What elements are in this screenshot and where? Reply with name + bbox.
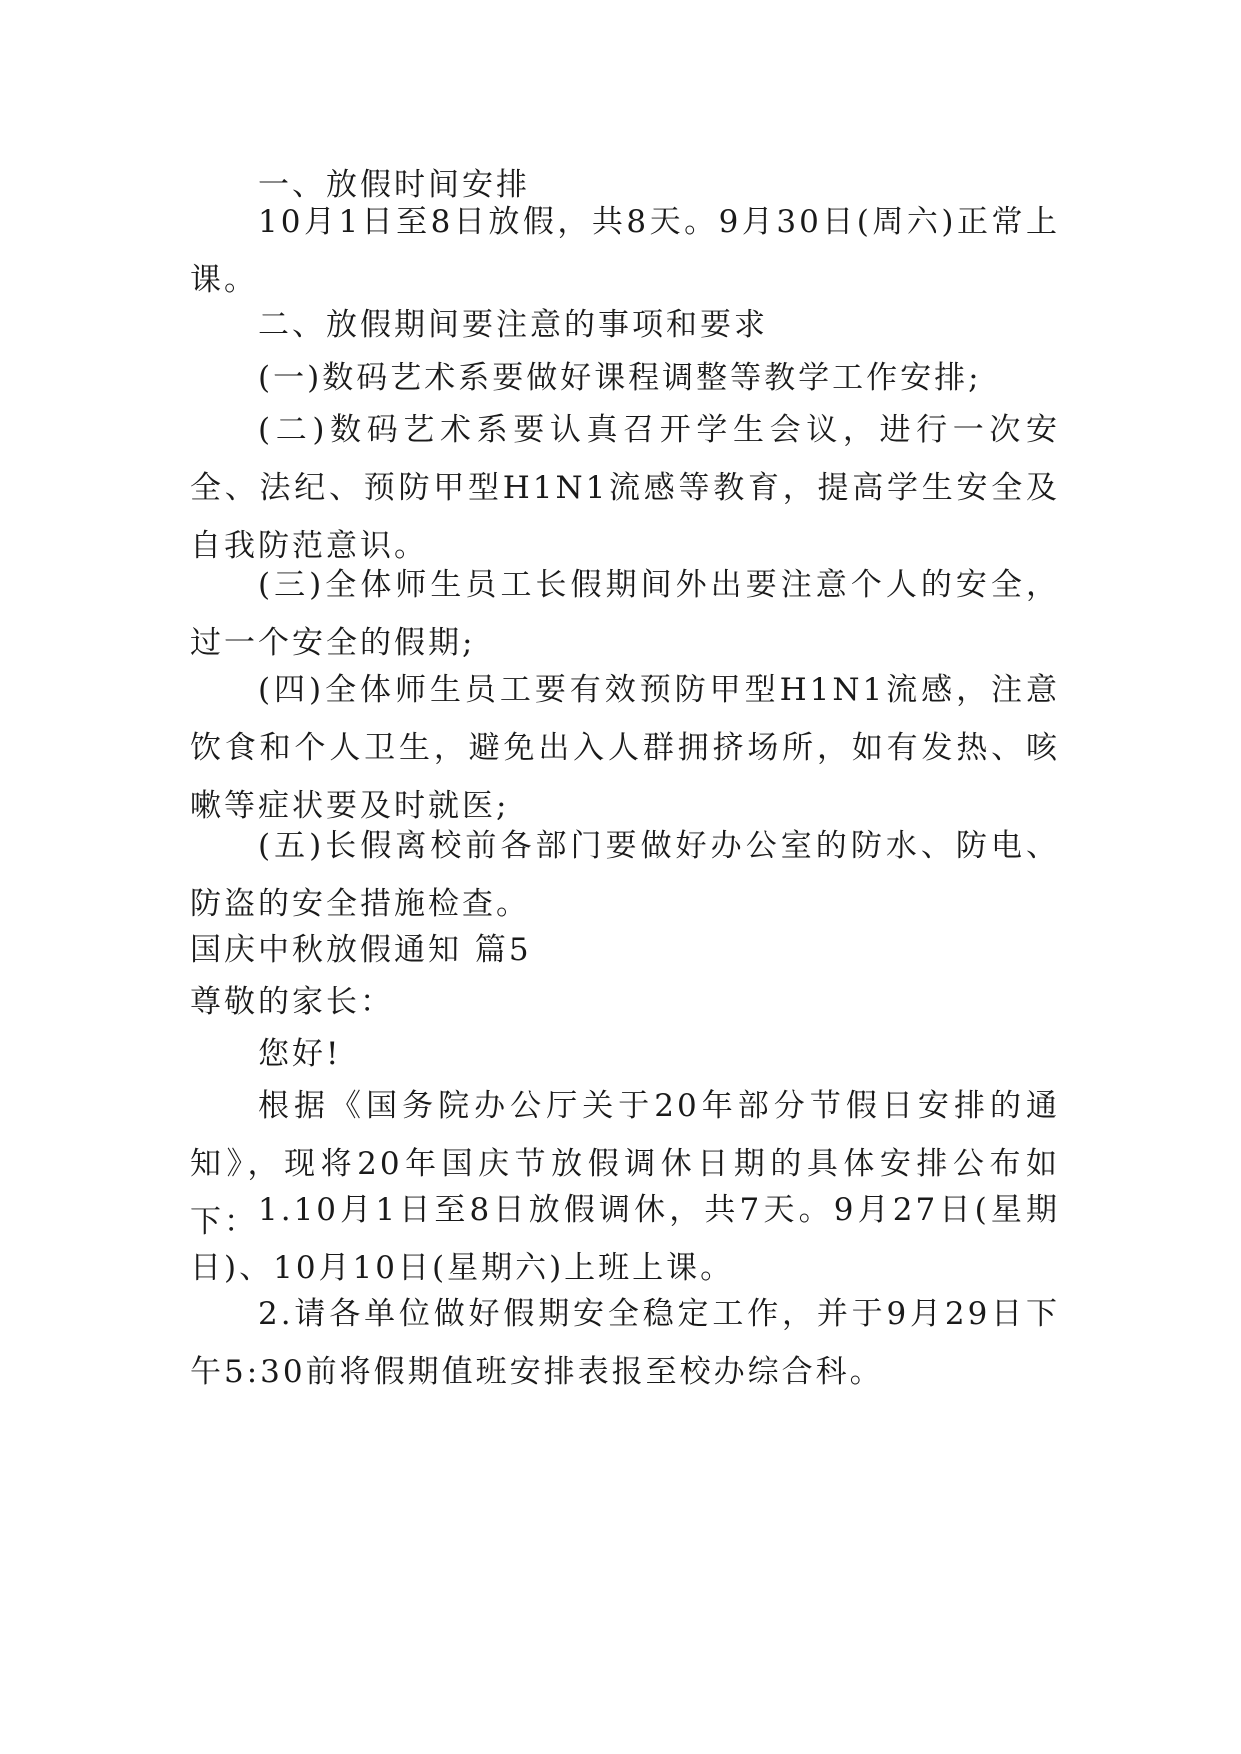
paragraph-holiday-dates: 10月1日至8日放假，共8天。9月30日(周六)正常上课。 bbox=[190, 204, 1060, 298]
requirement-item-4: (四)全体师生员工要有效预防甲型H1N1流感，注意饮食和个人卫生，避免出入人群拥挤场所，如有发热、咳嗽等症状要及时就医; bbox=[190, 672, 1060, 824]
section-heading-requirements: 二、放假期间要注意的事项和要求 bbox=[258, 307, 768, 343]
salutation: 尊敬的家长： bbox=[190, 984, 394, 1020]
requirement-item-3: (三)全体师生员工长假期间外出要注意个人的安全，过一个安全的假期; bbox=[190, 567, 1060, 661]
greeting: 您好! bbox=[258, 1036, 342, 1072]
requirement-item-2: (二)数码艺术系要认真召开学生会议，进行一次安全、法纪、预防甲型H1N1流感等教育，提高学生安全及自我防范意识。 bbox=[190, 412, 1060, 564]
arrangement-item-2: 2.请各单位做好假期安全稳定工作，并于9月29日下午5:30前将假期值班安排表报至校办综合科。 bbox=[190, 1296, 1060, 1390]
paragraph-notice-basis: 根据《国务院办公厅关于20年部分节假日安排的通知》，现将20年国庆节放假调休日期的具体安排公布如下： bbox=[190, 1088, 1060, 1240]
arrangement-item-1: 1.10月1日至8日放假调休，共7天。9月27日(星期日)、10月10日(星期六)上班上课。 bbox=[190, 1192, 1060, 1286]
requirement-item-5: (五)长假离校前各部门要做好办公室的防水、防电、防盗的安全措施检查。 bbox=[190, 828, 1060, 922]
notice-title: 国庆中秋放假通知 篇5 bbox=[190, 932, 532, 968]
section-heading-holiday-schedule: 一、放假时间安排 bbox=[258, 167, 530, 203]
requirement-item-1: (一)数码艺术系要做好课程调整等教学工作安排; bbox=[258, 360, 982, 396]
